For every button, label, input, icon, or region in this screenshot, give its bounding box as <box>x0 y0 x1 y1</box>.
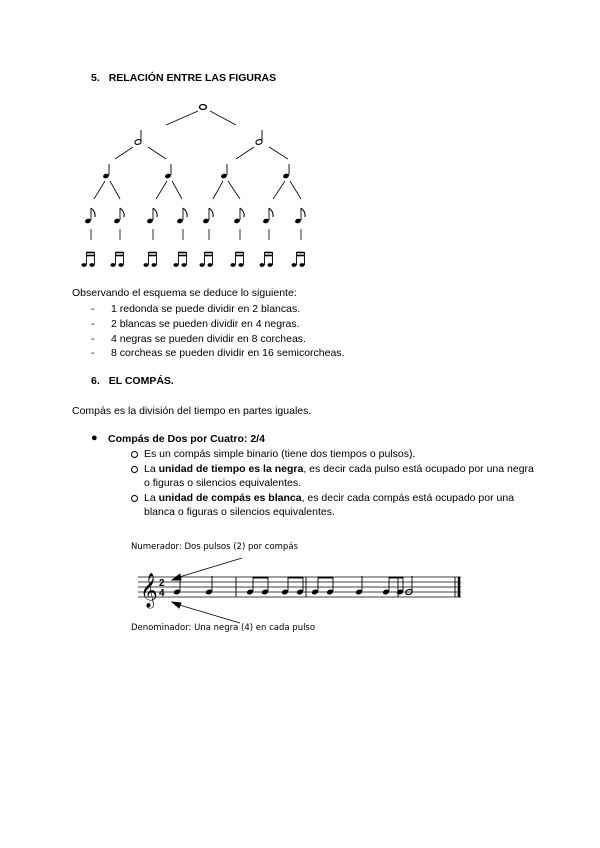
half-note-icon <box>405 576 413 595</box>
whole-note-icon <box>200 105 207 110</box>
item-2-post: , es decir cada pulso está ocupado por una negra o figuras o silencios equivalentes. <box>144 463 534 489</box>
eighth-notes-row <box>84 208 305 224</box>
sixteenth-pair-icon <box>260 252 273 267</box>
item-3-post: , es decir cada compás está ocupado por una blanca o figuras o silencios equivalentes. <box>144 492 515 518</box>
half-note-icon <box>255 130 263 145</box>
circle-bullet-icon <box>131 451 138 458</box>
bullet-icon: ● <box>91 432 98 444</box>
circle-bullet-icon <box>131 495 138 502</box>
tree-connectors <box>91 111 301 240</box>
quarter-note-icon <box>220 164 227 179</box>
compas-24-item-2 <box>144 462 536 490</box>
time-signature-bottom: 4 <box>159 588 165 599</box>
eighth-note-icon <box>233 208 244 224</box>
list-item: - 2 blancas se pueden dividir en 4 negras. <box>91 317 491 332</box>
eighth-note-icon <box>113 208 124 224</box>
compas-24-title: Compás de Dos por Cuatro: 2/4 <box>108 433 265 445</box>
item-3-pre: La <box>144 492 159 504</box>
sixteenth-pair-icon <box>200 252 213 267</box>
list-item: - 1 redonda se puede dividir en 2 blancas. <box>91 302 491 317</box>
sixteenth-pair-icon <box>82 252 95 267</box>
eighth-note-icon <box>146 208 157 224</box>
quarter-note-icon <box>355 576 363 595</box>
section-6-number: 6. <box>91 375 100 387</box>
sixteenth-pair-icon <box>111 252 124 267</box>
half-note-icon <box>134 130 142 145</box>
eighth-pair-icon <box>311 577 334 595</box>
eighth-pair-icon <box>281 577 304 595</box>
item-2-pre: La <box>144 463 159 475</box>
music-staff <box>130 550 475 625</box>
arrow-icon <box>172 602 240 623</box>
sixteenth-pair-icon <box>231 252 244 267</box>
observation-intro: Observando el esquema se deduce lo siguiente: <box>72 287 297 299</box>
list-item: - 8 corcheas se pueden dividir en 16 semicorcheas. <box>91 346 491 361</box>
note-division-tree <box>70 95 330 275</box>
section-6-title: EL COMPÁS. <box>108 375 174 387</box>
item-3-bold: unidad de compás es blanca <box>158 492 302 504</box>
section-6-heading <box>91 375 174 387</box>
treble-clef-icon: 𝄞 <box>140 574 158 607</box>
eighth-pair-icon <box>246 577 269 595</box>
quarter-note-icon <box>102 164 109 179</box>
sixteenth-pair-icon <box>292 252 305 267</box>
list-item: - 4 negras se pueden dividir en 8 corcheas. <box>91 332 491 347</box>
section-5-heading <box>91 72 276 84</box>
section-5-title: RELACIÓN ENTRE LAS FIGURAS <box>108 72 277 84</box>
numerator-label: Numerador: Dos pulsos (2) por compás <box>131 542 298 552</box>
quarter-note-icon <box>282 164 289 179</box>
circle-bullet-icon <box>131 466 138 473</box>
sixteenth-pair-icon <box>144 252 157 267</box>
item-2-bold: unidad de tiempo es la negra <box>158 463 304 475</box>
quarter-note-icon <box>205 576 213 595</box>
compas-definition: Compás es la división del tiempo en partes iguales. <box>72 405 312 417</box>
staff-notes <box>173 576 413 595</box>
eighth-pair-icon <box>382 577 404 595</box>
eighth-note-icon <box>262 208 273 224</box>
eighth-note-icon <box>176 208 187 224</box>
eighth-note-icon <box>84 208 95 224</box>
eighth-note-icon <box>202 208 213 224</box>
compas-24-item-3 <box>144 491 536 519</box>
observation-list <box>91 302 491 361</box>
section-5-number: 5. <box>91 72 100 84</box>
denominator-label: Denominador: Una negra (4) en cada pulso <box>131 623 316 633</box>
eighth-note-icon <box>294 208 305 224</box>
sixteenth-notes-row <box>82 252 305 267</box>
sixteenth-pair-icon <box>174 252 187 267</box>
compas-24-item-1: Es un compás simple binario (tiene dos tiempos o pulsos). <box>144 448 416 460</box>
quarter-note-icon <box>164 164 171 179</box>
time-signature-top: 2 <box>159 578 165 589</box>
